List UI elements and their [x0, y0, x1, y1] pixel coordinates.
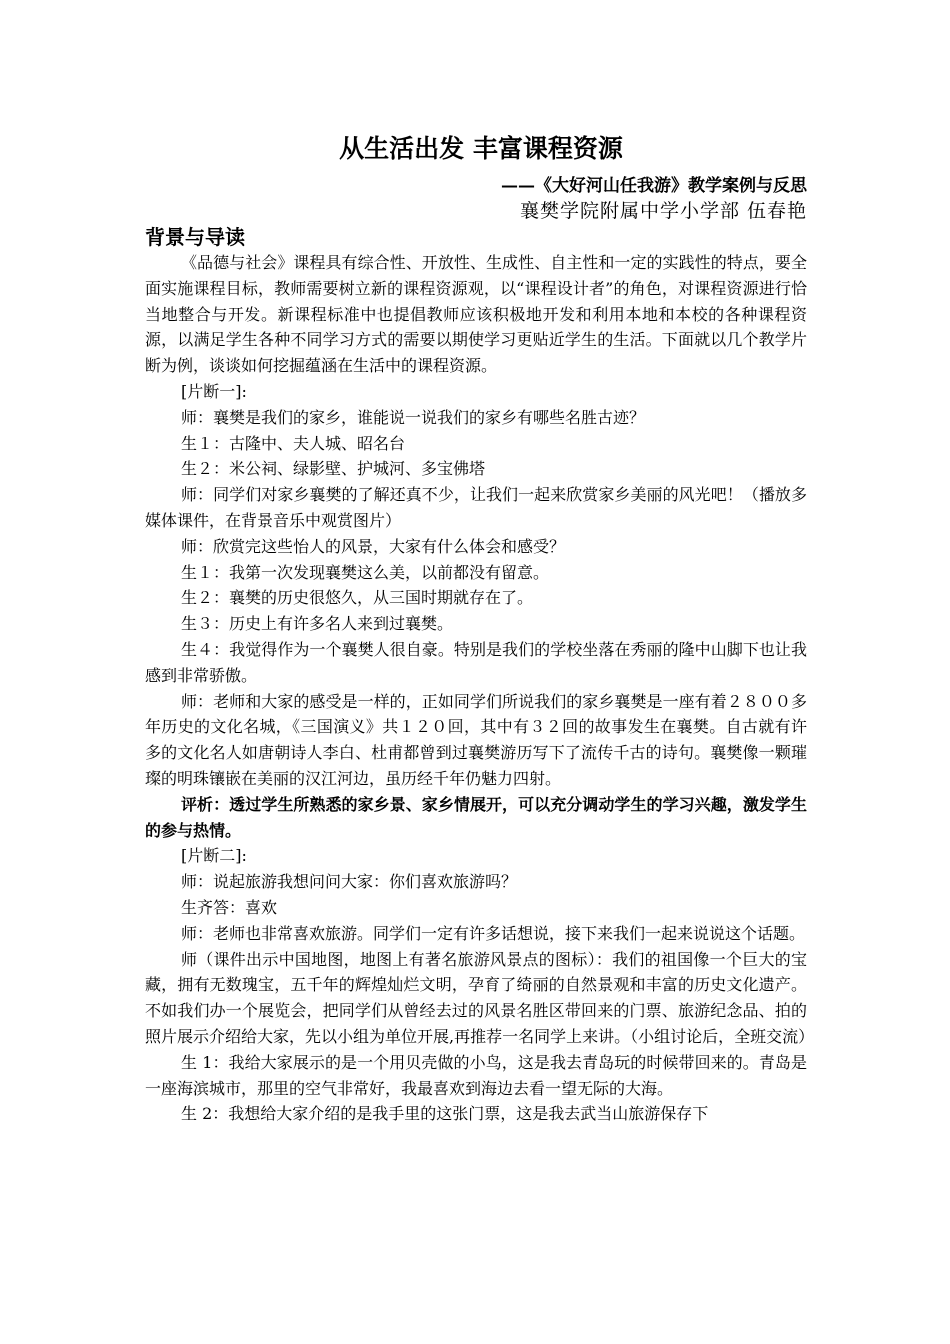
body-paragraph: 师（课件出示中国地图，地图上有著名旅游风景点的图标）：我们的祖国像一个巨大的宝藏，拥有无数瑰宝，五千年的辉煌灿烂文明，孕育了绮丽的自然景观和丰富的历史文化遗产。不如我们办一个展览会，把同学们从曾经去过的风景名胜区带回来的门票、旅游纪念品、拍的照片展示介绍给大家，先以小组为单位开展,再推荐一名同学上来讲。（小组讨论后，全班交流）	[145, 949, 815, 1046]
document-title: 从生活出发 丰富课程资源	[339, 134, 623, 163]
document-page	[145, 132, 815, 1127]
document-body	[145, 250, 815, 1127]
body-paragraph: 师：说起旅游我想问问大家：你们喜欢旅游吗？	[181, 872, 518, 892]
document-subtitle: ——《大好河山任我游》教学案例与反思	[501, 176, 807, 196]
body-paragraph: [片断一]:	[181, 381, 247, 401]
body-paragraph: 生４：我觉得作为一个襄樊人很自豪。特别是我们的学校坐落在秀丽的隆中山脚下也让我感到非常骄傲。	[145, 639, 807, 685]
document-author: 襄樊学院附属中学小学部 伍春艳	[519, 200, 807, 222]
body-paragraph: 师：老师也非常喜欢旅游。同学们一定有许多话想说，接下来我们一起来说说这个话题。	[181, 923, 806, 943]
body-paragraph: 师：襄樊是我们的家乡，谁能说一说我们的家乡有哪些名胜古迹？	[181, 407, 646, 427]
body-paragraph: 生３：历史上有许多名人来到过襄樊。	[181, 614, 454, 634]
body-paragraph: 生２：米公祠、绿影壁、护城河、多宝佛塔	[181, 459, 486, 479]
body-paragraph: 生 1：我给大家展示的是一个用贝壳做的小鸟，这是我去青岛玩的时候带回来的。青岛是一座海滨城市，那里的空气非常好，我最喜欢到海边去看一望无际的大海。	[145, 1052, 807, 1098]
commentary-paragraph: 评析：透过学生所熟悉的家乡景、家乡情展开，可以充分调动学生的学习兴趣，激发学生的参与热情。	[145, 794, 807, 840]
body-paragraph: 生１：我第一次发现襄樊这么美，以前都没有留意。	[181, 562, 550, 582]
body-paragraph: 生１：古隆中、夫人城、昭名台	[181, 433, 406, 453]
body-paragraph: 师：欣赏完这些怡人的风景，大家有什么体会和感受？	[181, 536, 566, 556]
body-paragraph: 《品德与社会》课程具有综合性、开放性、生成性、自主性和一定的实践性的特点，要全面实施课程目标，教师需要树立新的课程资源观，以“课程设计者”的角色，对课程资源进行恰当地整合与开发。新课程标准中也提倡教师应该积极地开发和利用本地和本校的各种课程资源，以满足学生各种不同学习方式的需要以期使学习更贴近学生的生活。下面就以几个教学片断为例，谈谈如何挖掘蕴涵在生活中的课程资源。	[145, 253, 807, 376]
body-paragraph: 师：老师和大家的感受是一样的，正如同学们所说我们的家乡襄樊是一座有着２８００多年历史的文化名城，《三国演义》共１２０回，其中有３２回的故事发生在襄樊。自古就有许多的文化名人如唐朝诗人李白、杜甫都曾到过襄樊游历写下了流传千古的诗句。襄樊像一颗璀璨的明珠镶嵌在美丽的汉江河边，虽历经千年仍魅力四射。	[145, 691, 807, 788]
body-paragraph: [片断二]:	[181, 846, 247, 866]
body-paragraph: 生齐答：喜欢	[181, 897, 278, 917]
body-paragraph: 师：同学们对家乡襄樊的了解还真不少，让我们一起来欣赏家乡美丽的风光吧！（播放多媒体课件，在背景音乐中观赏图片）	[145, 485, 807, 530]
body-paragraph: 生２：襄樊的历史很悠久，从三国时期就存在了。	[181, 588, 534, 608]
body-paragraph: 生 2：我想给大家介绍的是我手里的这张门票，这是我去武当山旅游保存下	[181, 1104, 709, 1124]
section-heading: 背景与导读	[145, 225, 245, 249]
